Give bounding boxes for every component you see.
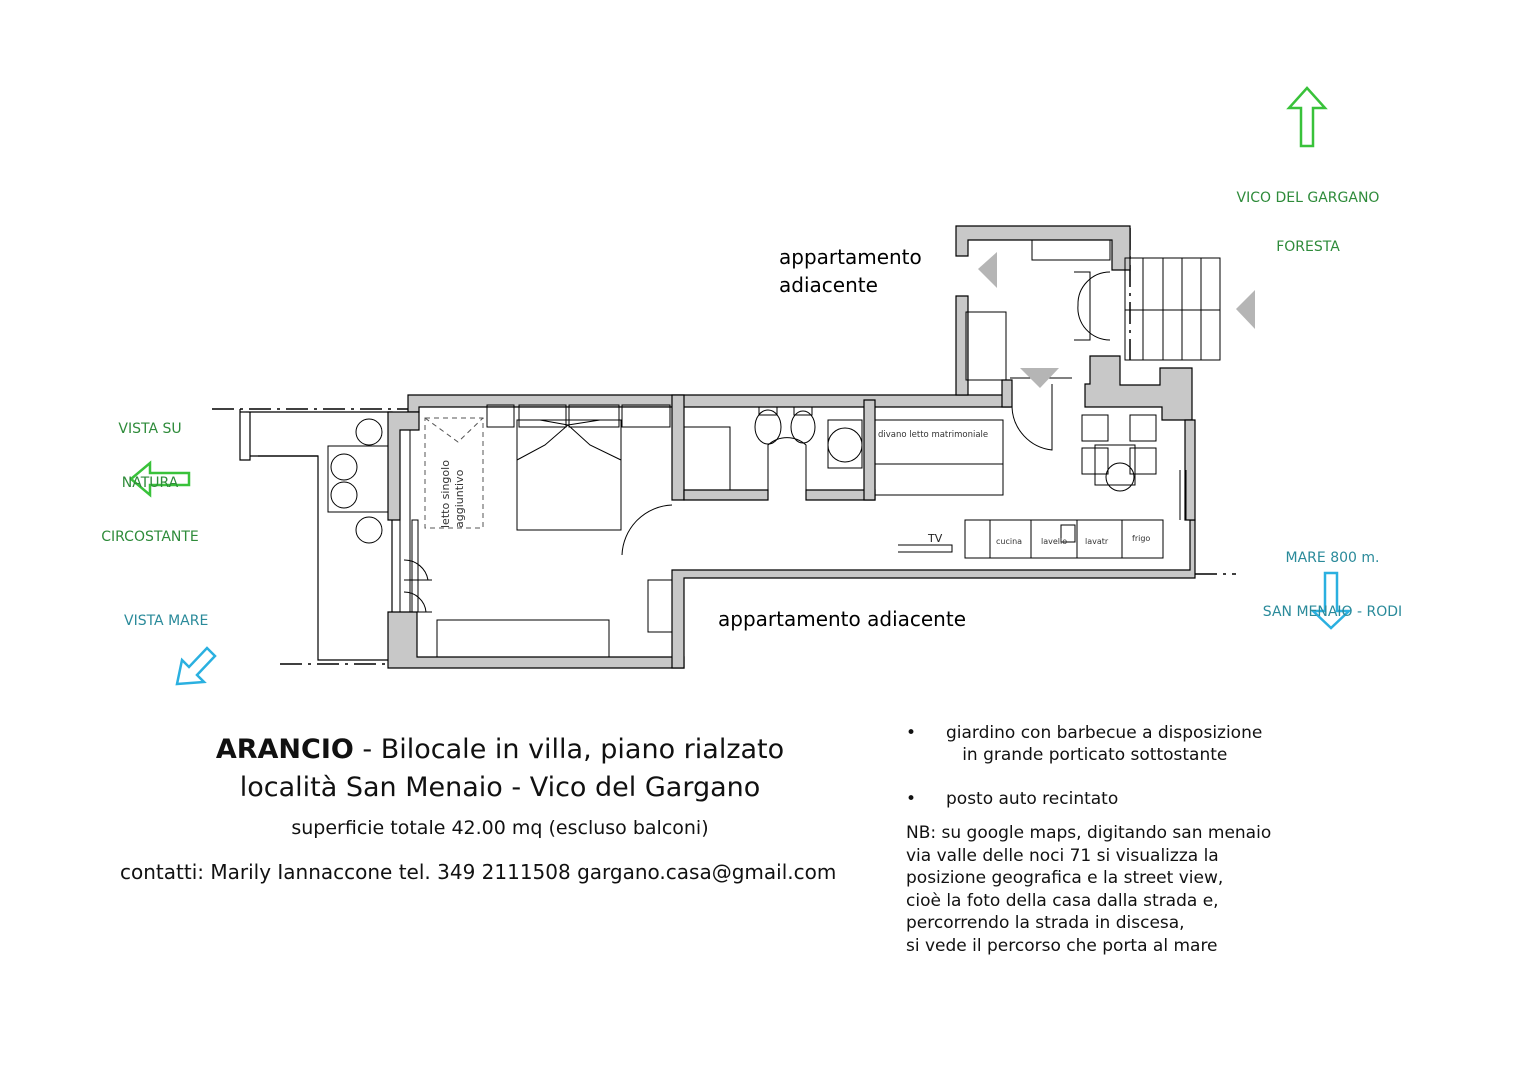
west-label-line-2: NATURA — [121, 475, 179, 491]
west-label-line-3: CIRCOSTANTE — [101, 529, 199, 545]
west-label — [80, 384, 220, 564]
kitchen-cooktop-label: cucina — [996, 537, 1023, 546]
north-label — [1228, 158, 1388, 271]
balcony-furniture — [328, 419, 388, 543]
kitchen-fridge-label: frigo — [1132, 534, 1151, 543]
adjacent-apartment-bottom-label: appartamento adiacente — [718, 607, 967, 631]
east-label-line-1: MARE 800 m. — [1285, 550, 1380, 566]
nb-note — [906, 822, 1271, 957]
contacts-line: contatti: Marily Iannaccone tel. 349 2111508 gargano.casa@gmail.com — [120, 860, 837, 884]
property-name: ARANCIO — [215, 734, 354, 765]
bullet-garden-line-2: in grande porticato sottostante — [946, 745, 1228, 765]
north-arrow-icon — [1289, 88, 1325, 146]
southwest-label: VISTA MARE — [124, 613, 209, 629]
nb-line: cioè la foto della casa dalla strada e, — [906, 890, 1219, 911]
nb-line: si vede il percorso che porta al mare — [906, 935, 1218, 956]
north-label-line-2: FORESTA — [1276, 239, 1340, 255]
east-label-line-2: SAN MENAIO - RODI — [1262, 604, 1403, 620]
east-label — [1240, 513, 1425, 639]
southwest-arrow-icon — [177, 648, 215, 684]
extra-bed-label-1: letto singolo — [439, 460, 452, 528]
north-label-line-1: VICO DEL GARGANO — [1236, 190, 1380, 206]
adjacent-apartment-top-label-2: adiacente — [779, 273, 878, 297]
nb-line: NB: su google maps, digitando san menaio — [906, 823, 1272, 843]
adjacent-apartment-top-label: appartamento — [779, 245, 922, 269]
interior-lines — [400, 240, 1220, 657]
bullet-garden-line-1: giardino con barbecue a disposizione — [946, 723, 1263, 743]
nb-line: percorrendo la strada in discesa, — [906, 913, 1185, 933]
area-line: superficie totale 42.00 mq (escluso balconi) — [291, 817, 709, 839]
bullet-dot-icon: • — [906, 789, 917, 809]
page-title — [110, 734, 890, 765]
nb-line: via valle delle noci 71 si visualizza la — [906, 845, 1219, 866]
notes — [906, 722, 1271, 957]
kitchen-sink-label: lavello — [1041, 537, 1068, 546]
west-label-line-1: VISTA SU — [118, 421, 182, 437]
bullet-garden — [906, 722, 1271, 766]
bullet-parking-text: posto auto recintato — [946, 789, 1119, 809]
bullet-parking — [906, 788, 1271, 810]
extra-bed-label-2: aggiuntivo — [453, 469, 466, 528]
kitchen-washer-label: lavatr — [1085, 537, 1109, 546]
property-description: - Bilocale in villa, piano rialzato — [353, 734, 785, 765]
bullet-dot-icon: • — [906, 723, 917, 743]
tv-label: TV — [928, 532, 943, 545]
sofa-bed-label: divano letto matrimoniale — [878, 430, 989, 440]
nb-line: posizione geografica e la street view, — [906, 868, 1224, 888]
balcony — [240, 409, 392, 660]
location-line: località San Menaio - Vico del Gargano — [239, 772, 761, 803]
